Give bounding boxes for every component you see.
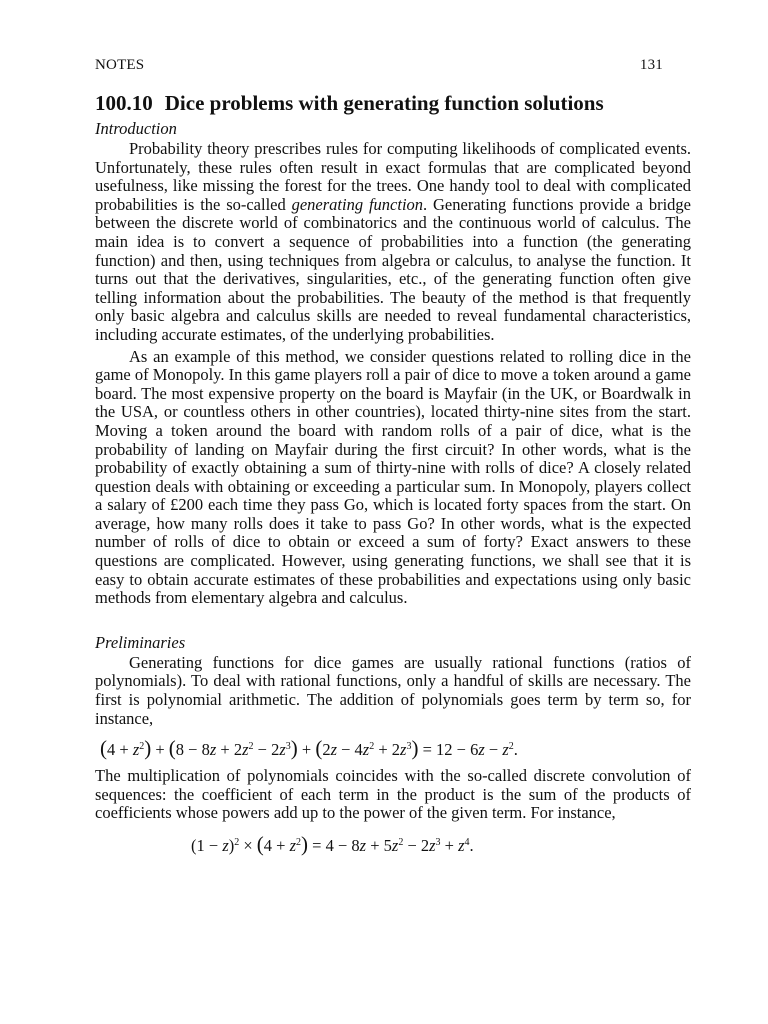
intro-p1-start: Probability theory prescribes rules for computing likelihoods of complicated events. Unfortunately, these rules often result in exact formulas that are complicated beyond usefulness, like missing the forest for the trees. One handy tool to deal with complicated probabilities is the so-called [95,139,691,214]
preliminaries-paragraph-1: Generating functions for dice games are usually rational functions (ratios of polynomials). To deal with rational functions, only a handful of skills are necessary. The first is polynomial arithmetic. The addition of polynomials goes term by term so, for instance, [95,652,691,728]
running-head [95,57,663,74]
intro-p1-term: generating function [291,194,424,214]
equation-polynomial-multiplication: $(1 - z)^2 \times (4 + z^2) = 4 - 8z + 5z^2 - 2z^3 + z^4$. [191,832,474,856]
introduction-heading: Introduction [95,119,177,138]
introduction-paragraph-2: As an example of this method, we consider questions related to rolling dice in the game of Monopoly. In this game players roll a pair of dice to move a token around a game board. The most expensive property on the board is Mayfair (in the UK, or Boardwalk in the USA, or countless others in other countries), located thirty-nine sites from the start. Moving a token around the board with random rolls of a pair of dice, what is the probability of landing on Mayfair during the first circuit? In other words, what is the probability of exactly obtaining a sum of thirty-nine with rolls of dice? A closely related question deals with obtaining or exceeding a particular sum. In Monopoly, players collect a salary of £200 each time they pass Go, which is located forty spaces from the start. On average, how many rolls does it take to pass Go? In other words, what is the expected number of rolls of dice to obtain or exceed a sum of forty? Exact answers to these questions are complicated. However, using generating functions, we shall see that it is easy to obtain accurate estimates of these probabilities and expectations using only basic methods from elementary algebra and calculus. [95,346,691,608]
running-head-title: NOTES [95,57,145,73]
page-number: 131 [639,57,663,73]
intro-p1-end: . Generating functions provide a bridge between the discrete world of combinatorics and the continuous world of calculus. The main idea is to convert a sequence of probabilities into a function (the generating function) and then, using techniques from algebra or calculus, to analyse the function. It turns out that the derivatives, singularities, etc., of the generating function often give telling information about the probabilities. The beauty of the method is that frequently only basic algebra and calculus skills are needed to reveal fundamental characteristics, including accurate estimates, of the underlying probabilities. [95,194,691,344]
equation-polynomial-addition: $(4 + z^2) + (8 - 8z + 2z^2 - 2z^3) + (2z - 4z^2 + 2z^3) = 12 - 6z - z^2$. [100,736,518,761]
preliminaries-paragraph-2: The multiplication of polynomials coincides with the so-called discrete convolution of sequences: the coefficient of each term in the product is the sum of the products of coefficients whose powers add up to the power of the given term. For instance, [95,766,691,823]
preliminaries-heading: Preliminaries [95,632,186,652]
section-heading [95,90,691,116]
section-spacer [95,608,691,630]
section-title: Dice problems with generating function solutions [164,91,604,115]
section-number: 100.10 [95,91,153,115]
article-body [95,90,691,857]
introduction-paragraph-1 [95,140,691,345]
